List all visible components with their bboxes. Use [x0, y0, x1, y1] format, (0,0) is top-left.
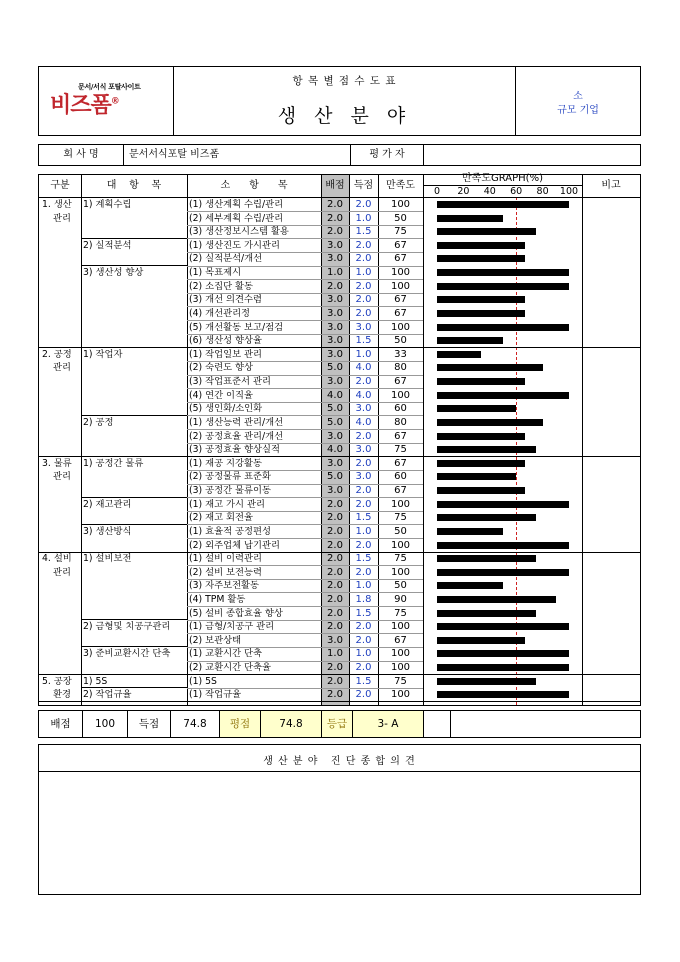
item-satisfaction: 67 [394, 307, 407, 319]
major-item-label: 1) 설비보전 [83, 553, 132, 565]
item-satisfaction: 100 [390, 648, 411, 660]
satisfaction-bar [437, 242, 525, 249]
item-score: 2.0 [355, 566, 372, 578]
item-weight: 2.0 [327, 280, 343, 292]
item-score: 2.0 [355, 430, 372, 442]
item-score: 2.0 [355, 253, 372, 265]
item-satisfaction: 75 [394, 226, 407, 238]
summary-divider [321, 711, 322, 737]
minor-item-label: (5) 생인화/소인화 [189, 403, 263, 415]
item-satisfaction: 100 [390, 539, 411, 551]
opinion-section [38, 744, 641, 895]
item-score: 1.0 [355, 267, 372, 279]
minor-item-label: (2) 실적분석/개선 [189, 253, 263, 265]
major-item-label: 3) 생산방식 [83, 525, 132, 537]
item-weight: 5.0 [327, 416, 343, 428]
company-size-bottom: 규모 기업 [557, 105, 599, 116]
item-weight: 2.0 [327, 566, 343, 578]
minor-item-label: (2) 외주업체 납기관리 [189, 539, 280, 551]
summary-divider [127, 711, 128, 737]
satisfaction-bar [437, 215, 503, 222]
item-weight: 3.0 [327, 239, 343, 251]
col-header-major: 대 항 목 [106, 180, 162, 191]
item-satisfaction: 100 [390, 498, 411, 510]
summary-divider [82, 711, 83, 737]
item-score: 1.8 [355, 593, 372, 605]
group-label: 1. 생산 [42, 199, 72, 210]
satisfaction-bar [437, 378, 525, 385]
bizform-logo [50, 88, 119, 119]
satisfaction-bar [437, 473, 516, 480]
item-score: 2.0 [355, 539, 372, 551]
satisfaction-bar [437, 528, 503, 535]
graph-tick-label: 40 [483, 186, 496, 197]
item-score: 2.0 [355, 199, 372, 210]
item-score: 1.5 [355, 553, 372, 565]
col-header-satisfaction: 만족도 [386, 180, 415, 191]
minor-item-label: (2) 숙련도 향상 [189, 362, 253, 374]
item-score: 2.0 [355, 485, 372, 497]
major-item-label: 1) 공정간 물류 [83, 457, 144, 469]
item-weight: 3.0 [327, 348, 343, 360]
item-weight: 2.0 [327, 607, 343, 619]
item-score: 2.0 [355, 239, 372, 251]
summary-weight-label: 배점 [50, 718, 71, 730]
minor-item-label: (3) 자주보전활동 [189, 580, 260, 592]
info-divider [423, 145, 424, 165]
opinion-title: 생 산 분 야 진 단 종 합 의 견 [263, 756, 416, 767]
graph-tick-label: 0 [433, 186, 441, 197]
company-size-top: 소 [573, 91, 583, 102]
summary-average-label: 평점 [220, 711, 260, 737]
item-score: 1.0 [355, 212, 372, 224]
item-weight: 5.0 [327, 403, 343, 415]
major-item-label: 1) 계획수립 [83, 199, 132, 210]
column-divider [582, 175, 583, 705]
minor-item-label: (1) 금형/치공구 관리 [189, 621, 275, 633]
satisfaction-bar [437, 596, 556, 603]
major-item-label: 1) 5S [83, 675, 108, 687]
item-satisfaction: 33 [394, 348, 407, 360]
item-weight: 2.0 [327, 689, 343, 701]
evaluator-label: 평 가 자 [369, 149, 405, 160]
major-item-label: 3) 생산성 향상 [83, 267, 144, 279]
group-label: 5. 공장 [42, 675, 72, 687]
item-satisfaction: 100 [390, 267, 411, 279]
item-weight: 3.0 [327, 457, 343, 469]
item-score: 4.0 [355, 416, 372, 428]
summary-grade-label: 등급 [322, 711, 352, 737]
col-header-category: 구분 [50, 180, 70, 191]
logo-registered-mark: ® [110, 96, 119, 107]
item-satisfaction: 100 [390, 280, 411, 292]
satisfaction-bar [437, 269, 569, 276]
minor-item-label: (3) 공정간 물류이동 [189, 485, 271, 497]
summary-divider [219, 711, 220, 737]
satisfaction-bar [437, 542, 569, 549]
minor-item-label: (5) 개선활동 보고/점검 [189, 321, 284, 333]
satisfaction-bar [437, 201, 569, 208]
satisfaction-bar [437, 637, 525, 644]
item-satisfaction: 100 [390, 621, 411, 633]
satisfaction-bar [437, 569, 569, 576]
summary-divider [170, 711, 171, 737]
satisfaction-bar [437, 691, 569, 698]
item-weight: 3.0 [327, 634, 343, 646]
major-item-label: 2) 재고관리 [83, 498, 132, 510]
item-score: 1.0 [355, 525, 372, 537]
satisfaction-bar [437, 337, 503, 344]
item-satisfaction: 67 [394, 485, 407, 497]
major-item-label: 2) 실적분석 [83, 239, 132, 251]
item-weight: 5.0 [327, 362, 343, 374]
group-label: 관리 [53, 212, 71, 224]
satisfaction-bar [437, 610, 536, 617]
satisfaction-bar [437, 283, 569, 290]
item-satisfaction: 100 [390, 566, 411, 578]
minor-item-label: (2) 설비 보전능력 [189, 566, 262, 578]
minor-item-label: (1) 생산계획 수립/관리 [189, 199, 284, 210]
satisfaction-bar [437, 296, 525, 303]
satisfaction-bar [437, 405, 516, 412]
group-label: 관리 [53, 566, 71, 578]
summary-average-value: 74.8 [261, 711, 321, 737]
item-weight: 4.0 [327, 389, 343, 401]
summary-score-value: 74.8 [183, 718, 207, 730]
item-weight: 3.0 [327, 321, 343, 333]
summary-divider [352, 711, 353, 737]
minor-item-label: (6) 생산성 향상율 [189, 335, 262, 347]
company-name-label: 회 사 명 [63, 149, 99, 160]
item-score: 2.0 [355, 376, 372, 388]
item-weight: 2.0 [327, 525, 343, 537]
satisfaction-bar [437, 351, 481, 358]
item-score: 2.0 [355, 634, 372, 646]
item-score: 1.5 [355, 335, 372, 347]
item-weight: 3.0 [327, 294, 343, 306]
minor-item-label: (2) 소집단 활동 [189, 280, 253, 292]
item-satisfaction: 67 [394, 634, 407, 646]
item-score: 4.0 [355, 389, 372, 401]
item-score: 2.0 [355, 498, 372, 510]
item-score: 1.5 [355, 675, 372, 687]
satisfaction-bar [437, 228, 536, 235]
item-weight: 1.0 [327, 648, 343, 660]
minor-item-label: (1) 교환시간 단축 [189, 648, 262, 660]
group-label: 관리 [53, 471, 71, 483]
item-satisfaction: 60 [394, 403, 407, 415]
item-satisfaction: 90 [394, 593, 407, 605]
item-weight: 2.0 [327, 226, 343, 238]
major-item-label: 2) 공정 [83, 416, 114, 428]
col-header-graph-title: 만족도GRAPH(%) [462, 173, 543, 184]
item-score: 2.0 [355, 457, 372, 469]
report-title: 생 산 분 야 [277, 105, 412, 127]
summary-divider [450, 711, 451, 737]
group-label: 4. 설비 [42, 553, 72, 565]
item-score: 3.0 [355, 403, 372, 415]
satisfaction-bar [437, 501, 569, 508]
item-satisfaction: 75 [394, 675, 407, 687]
satisfaction-bar [437, 324, 569, 331]
group-label: 3. 물류 [42, 457, 72, 469]
opinion-divider [39, 771, 640, 772]
minor-item-label: (2) 세부계획 수립/관리 [189, 212, 284, 224]
score-table [38, 174, 641, 706]
item-satisfaction: 67 [394, 253, 407, 265]
item-weight: 2.0 [327, 662, 343, 674]
minor-item-label: (1) 목표제시 [189, 267, 242, 279]
satisfaction-bar [437, 487, 525, 494]
graph-tick-label: 20 [457, 186, 470, 197]
satisfaction-bar [437, 678, 536, 685]
item-score: 1.0 [355, 348, 372, 360]
item-weight: 1.0 [327, 267, 343, 279]
item-weight: 2.0 [327, 593, 343, 605]
summary-row [38, 710, 641, 738]
item-satisfaction: 75 [394, 553, 407, 565]
logo-text: 비즈폼 [50, 93, 111, 118]
minor-item-label: (3) 작업표준서 관리 [189, 376, 271, 388]
minor-item-label: (1) 생산진도 가시관리 [189, 239, 280, 251]
col-header-score: 득점 [353, 180, 374, 191]
item-satisfaction: 100 [390, 199, 411, 210]
group-label: 관리 [53, 362, 71, 374]
report-subtitle: 항 목 별 점 수 도 표 [292, 75, 397, 87]
item-satisfaction: 100 [390, 662, 411, 674]
item-score: 1.0 [355, 580, 372, 592]
column-divider [81, 175, 82, 705]
item-score: 2.0 [355, 280, 372, 292]
info-divider [123, 145, 124, 165]
summary-score-label: 득점 [138, 718, 160, 730]
satisfaction-bar [437, 555, 536, 562]
minor-item-label: (1) 재고 가시 관리 [189, 498, 265, 510]
item-score: 1.5 [355, 512, 372, 524]
company-name-value: 문서서식포탈 비즈폼 [129, 149, 220, 160]
minor-item-label: (5) 설비 종합효율 향상 [189, 607, 283, 619]
satisfaction-bar [437, 433, 525, 440]
minor-item-label: (2) 공정효율 관리/개선 [189, 430, 284, 442]
minor-item-label: (1) 5S [189, 675, 217, 687]
summary-divider [260, 711, 261, 737]
minor-item-label: (3) 공정효율 향상실적 [189, 444, 280, 456]
item-satisfaction: 80 [394, 362, 407, 374]
item-weight: 2.0 [327, 580, 343, 592]
item-score: 3.0 [355, 444, 372, 456]
item-satisfaction: 75 [394, 512, 407, 524]
item-weight: 3.0 [327, 430, 343, 442]
item-score: 1.0 [355, 648, 372, 660]
item-weight: 2.0 [327, 621, 343, 633]
summary-grade-value: 3- A [353, 711, 423, 737]
satisfaction-bar [437, 310, 525, 317]
satisfaction-bar [437, 364, 543, 371]
item-satisfaction: 75 [394, 607, 407, 619]
major-item-label: 3) 준비교환시간 단축 [83, 648, 171, 660]
company-info-row [38, 144, 641, 166]
item-satisfaction: 67 [394, 430, 407, 442]
item-score: 2.0 [355, 307, 372, 319]
item-score: 2.0 [355, 294, 372, 306]
item-satisfaction: 50 [394, 212, 407, 224]
item-satisfaction: 100 [390, 321, 411, 333]
satisfaction-bar [437, 623, 569, 630]
evaluator-value [425, 145, 635, 165]
item-satisfaction: 50 [394, 580, 407, 592]
item-satisfaction: 67 [394, 376, 407, 388]
item-score: 4.0 [355, 362, 372, 374]
item-score: 1.5 [355, 607, 372, 619]
item-satisfaction: 50 [394, 335, 407, 347]
satisfaction-bar [437, 664, 569, 671]
item-satisfaction: 75 [394, 444, 407, 456]
item-weight: 2.0 [327, 675, 343, 687]
item-weight: 2.0 [327, 199, 343, 210]
item-satisfaction: 60 [394, 471, 407, 483]
minor-item-label: (3) 생산정보시스템 활용 [189, 226, 289, 238]
column-divider [423, 175, 424, 705]
satisfaction-bar [437, 582, 503, 589]
item-weight: 3.0 [327, 253, 343, 265]
item-score: 2.0 [355, 621, 372, 633]
minor-item-label: (1) 생산능력 관리/개선 [189, 416, 284, 428]
item-weight: 2.0 [327, 553, 343, 565]
minor-item-label: (1) 작업규율 [189, 689, 242, 701]
minor-item-label: (1) 설비 이력관리 [189, 553, 262, 565]
group-label: 환경 [53, 689, 71, 701]
group-label: 2. 공정 [42, 348, 72, 360]
item-satisfaction: 67 [394, 239, 407, 251]
item-satisfaction: 100 [390, 389, 411, 401]
column-divider [187, 175, 188, 705]
minor-item-label: (4) TPM 활동 [189, 593, 246, 605]
major-item-label: 1) 작업자 [83, 348, 123, 360]
item-weight: 3.0 [327, 307, 343, 319]
item-score: 3.0 [355, 321, 372, 333]
item-weight: 2.0 [327, 498, 343, 510]
major-item-label: 2) 작업규율 [83, 689, 132, 701]
logo-tagline: 문서/서식 포탈사이트 [78, 83, 141, 91]
summary-weight-value: 100 [94, 718, 116, 730]
graph-tick-label: 80 [536, 186, 549, 197]
minor-item-label: (2) 재고 회전율 [189, 512, 253, 524]
satisfaction-bar [437, 460, 525, 467]
item-weight: 5.0 [327, 471, 343, 483]
group-divider [39, 701, 640, 702]
item-weight: 4.0 [327, 444, 343, 456]
item-satisfaction: 80 [394, 416, 407, 428]
satisfaction-bar [437, 446, 536, 453]
satisfaction-bar [437, 514, 536, 521]
col-header-weight: 배점 [325, 180, 345, 191]
minor-item-label: (2) 공정물류 표준화 [189, 471, 271, 483]
minor-item-label: (2) 교환시간 단축율 [189, 662, 271, 674]
graph-tick-label: 100 [559, 186, 579, 197]
item-score: 1.5 [355, 226, 372, 238]
col-header-note: 비고 [601, 180, 621, 191]
minor-item-label: (2) 보관상태 [189, 634, 242, 646]
item-weight: 3.0 [327, 335, 343, 347]
item-weight: 2.0 [327, 512, 343, 524]
item-score: 2.0 [355, 689, 372, 701]
item-score: 2.0 [355, 662, 372, 674]
item-score: 3.0 [355, 471, 372, 483]
minor-item-label: (1) 효율적 공정편성 [189, 525, 271, 537]
satisfaction-bar [437, 392, 569, 399]
minor-item-label: (4) 연간 이직율 [189, 389, 253, 401]
item-weight: 2.0 [327, 539, 343, 551]
minor-item-label: (1) 작업일보 관리 [189, 348, 262, 360]
minor-item-label: (4) 개선관리정 [189, 307, 251, 319]
item-satisfaction: 100 [390, 689, 411, 701]
satisfaction-bar [437, 650, 569, 657]
major-item-label: 2) 금형및 치공구관리 [83, 621, 171, 633]
item-satisfaction: 67 [394, 457, 407, 469]
col-header-minor: 소 항 목 [220, 180, 288, 191]
graph-tick-label: 60 [510, 186, 523, 197]
item-satisfaction: 50 [394, 525, 407, 537]
satisfaction-bar [437, 255, 525, 262]
minor-item-label: (1) 재공 지강활동 [189, 457, 262, 469]
satisfaction-bar [437, 419, 543, 426]
item-weight: 3.0 [327, 485, 343, 497]
summary-divider [423, 711, 424, 737]
minor-item-label: (3) 개선 의견수렴 [189, 294, 262, 306]
item-weight: 3.0 [327, 376, 343, 388]
item-weight: 2.0 [327, 212, 343, 224]
report-header [38, 66, 641, 136]
item-satisfaction: 67 [394, 294, 407, 306]
